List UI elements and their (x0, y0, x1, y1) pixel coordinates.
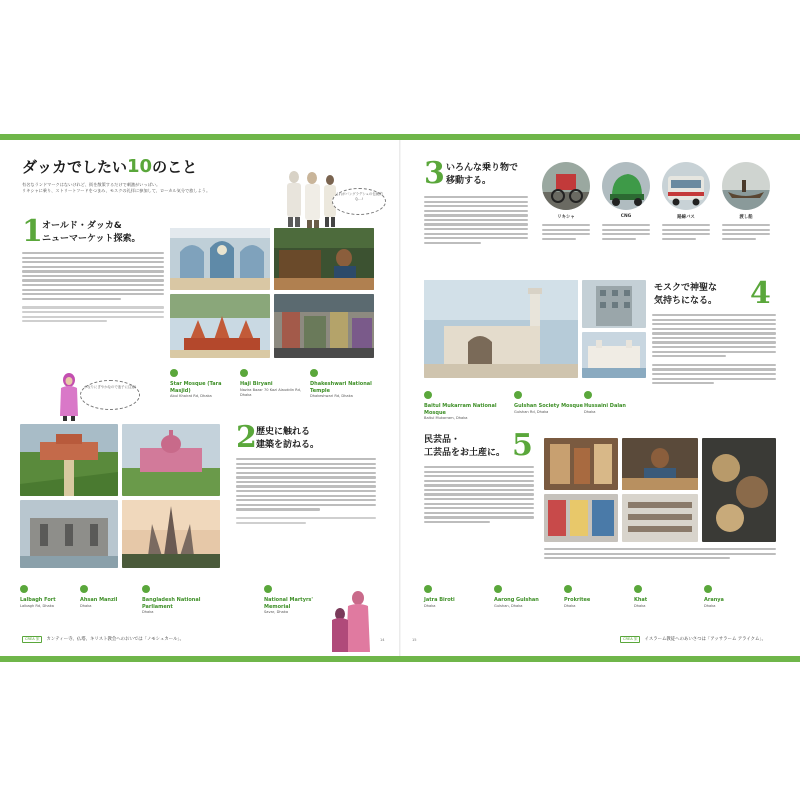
spot-name: Khat (634, 597, 648, 603)
spot-ahsan (80, 578, 138, 609)
section-5-number: 5 (512, 428, 533, 463)
spot-address: Dhaka (634, 603, 646, 608)
circle-rickshaw (542, 162, 590, 210)
title-pre: ダッカでしたい (22, 158, 128, 176)
lead-line-2: リキシャに乗り、ストリートフードをつまみ、モスクの礼拝に参加して、ローカル気分で旅しよう。 (22, 188, 211, 193)
spot-address: Gulshan Rd, Dhaka (514, 409, 549, 414)
craft-caption (544, 548, 776, 562)
spot-dhakeshwari (310, 362, 378, 399)
spot-hussaini (584, 384, 646, 415)
footer-text: イスラーム教徒へのあいさつは「アッサラーム アライクム」。 (644, 637, 766, 642)
speech-bubble-2: かなりにぎやかなので迷子に注意! (80, 380, 140, 410)
vehicle-label-ferry: 渡し船 (739, 215, 753, 220)
spot-address: Dhakeshwari Rd, Dhaka (310, 394, 353, 398)
section-4-title (654, 282, 717, 308)
section-5-body (424, 466, 534, 526)
spot-jatra (424, 578, 490, 609)
section-1-title-2: ニューマーケット探索。 (42, 234, 141, 244)
lead-text (22, 182, 282, 194)
spot-parliament (142, 578, 222, 615)
girl-illustration (58, 372, 80, 422)
vehicle-label-cng: CNG (620, 214, 632, 219)
map-pin-icon (424, 585, 432, 593)
photo-dhakeshwari-temple (170, 294, 270, 358)
spot-address: Dhaka (424, 603, 436, 608)
spot-name: Lalbagh Fort (20, 597, 56, 603)
map-pin-icon (704, 585, 712, 593)
map-pin-icon (424, 391, 432, 399)
section-1-body (22, 252, 164, 325)
photo-craft-3 (702, 438, 776, 542)
left-page-number: 14 (380, 638, 385, 642)
spot-martyrs (264, 578, 326, 615)
lead-line-1: 有名なランドマークはないけれど、街を散策するだけで刺激がいっぱい。 (22, 182, 161, 187)
spot-star-mosque (170, 362, 238, 399)
spot-name: Aranya (704, 597, 724, 603)
spot-address: Nazira Bazar 70 Kazi Alauddin Rd, Dhaka (240, 387, 302, 397)
footer-tag: CREA 旅 (620, 636, 640, 643)
photo-star-mosque-interior (170, 228, 270, 290)
section-3-title-1: いろんな乗り物で (446, 163, 519, 173)
spot-address: Baitul Mukarram, Dhaka (424, 416, 468, 420)
spot-khat (634, 578, 700, 609)
section-2-title (256, 426, 319, 452)
bottom-green-band (0, 656, 800, 662)
section-2-title-2: 建築を訪ねる。 (256, 440, 320, 450)
right-footer (620, 636, 766, 643)
left-title (22, 156, 197, 177)
title-post: のこと (152, 158, 198, 176)
photo-craft-1 (544, 438, 618, 490)
page-fold (399, 140, 401, 656)
section-5-title-2: 工芸品をお土産に。 (424, 448, 506, 458)
photo-ahsan-manzil (122, 424, 220, 496)
section-5-title (424, 434, 505, 460)
title-num: 10 (127, 156, 153, 177)
photo-craft-2 (622, 438, 698, 490)
photo-hussaini-dalan (582, 332, 646, 378)
map-pin-icon (514, 391, 522, 399)
spot-name: Ahsan Manzil (80, 597, 118, 603)
map-pin-icon (240, 369, 248, 377)
spot-aarong (494, 578, 560, 609)
spot-address: Abul Khairat Rd, Dhaka (170, 394, 212, 398)
photo-martyrs-memorial (122, 500, 220, 568)
spot-lalbagh (20, 578, 78, 609)
section-2-body (236, 458, 376, 526)
map-pin-icon (584, 391, 592, 399)
right-page-number: 15 (412, 638, 417, 642)
spot-name: Prokritee (564, 597, 591, 603)
speech-bubble-1: これがバングラデシュの伝統的な…! (332, 188, 386, 215)
circle-ferry (722, 162, 770, 210)
map-pin-icon (170, 369, 178, 377)
vehicle-label-bus: 路線バス (677, 215, 695, 220)
photo-craft-4 (544, 494, 618, 542)
section-3-title-2: 移動する。 (446, 176, 492, 186)
spot-name: Star Mosque (Tara Masjid) (170, 381, 222, 394)
map-pin-icon (80, 585, 88, 593)
section-5-title-1: 民芸品・ (424, 435, 461, 445)
footer-text: カンティー寺、仏塔、キリスト教会へのおいでは「ノモシュカール」。 (46, 637, 184, 642)
left-footer (22, 636, 184, 643)
spot-name: Aarong Gulshan (494, 597, 539, 603)
spot-address: Dhaka (584, 409, 596, 414)
photo-craft-5 (622, 494, 698, 542)
map-pin-icon (310, 369, 318, 377)
spot-address: Dhaka (80, 603, 92, 608)
spot-address: Savar, Dhaka (264, 610, 289, 614)
spot-address: Dhaka (564, 603, 576, 608)
spot-address: Lalbagh Rd, Dhaka (20, 603, 54, 608)
map-pin-icon (494, 585, 502, 593)
spot-name: Baitul Mukarram National Mosque (424, 403, 497, 416)
photo-parliament (20, 500, 118, 568)
spot-prokritee (564, 578, 630, 609)
section-1-number: 1 (22, 214, 43, 249)
section-3-title (446, 162, 518, 188)
section-4-body (652, 314, 776, 387)
spot-name: Haji Biryani (240, 381, 273, 387)
section-1-title (42, 220, 141, 246)
map-pin-icon (634, 585, 642, 593)
photo-gulshan-mosque (582, 280, 646, 328)
spot-name: Gulshan Society Mosque (514, 403, 583, 409)
section-4-title-2: 気持ちになる。 (654, 296, 718, 306)
vehicle-captions (542, 224, 774, 242)
spot-name: Jatra Biroti (424, 597, 455, 603)
spot-address: Dhaka (142, 610, 154, 614)
spot-address: Dhaka (704, 603, 716, 608)
footer-tag: CREA 旅 (22, 636, 42, 643)
spot-aranya (704, 578, 770, 609)
spot-name: National Martyrs' Memorial (264, 597, 313, 610)
section-1-title-1: オールド・ダッカ& (42, 221, 122, 231)
circle-bus (662, 162, 710, 210)
photo-baitul-mukarram (424, 280, 578, 378)
photo-street-market (274, 294, 374, 358)
section-3-number: 3 (424, 156, 445, 191)
spot-name: Bangladesh National Parliament (142, 597, 201, 610)
map-pin-icon (142, 585, 150, 593)
map-pin-icon (20, 585, 28, 593)
spot-baitul (424, 384, 508, 421)
section-4-title-1: モスクで神聖な (654, 283, 718, 293)
section-4-number: 4 (750, 276, 771, 311)
spot-address: Gulshan, Dhaka (494, 603, 523, 608)
photo-lalbagh-fort (20, 424, 118, 496)
spot-gulshan-society (514, 384, 584, 415)
map-pin-icon (264, 585, 272, 593)
vehicle-label-rickshaw: リキシャ (557, 215, 575, 220)
women-photo (326, 588, 374, 654)
spot-haji-biryani (240, 362, 308, 398)
section-3-body (424, 196, 528, 246)
map-pin-icon (564, 585, 572, 593)
spot-name: Dhakeshwari National Temple (310, 381, 372, 394)
section-2-title-1: 歴史に触れる (256, 427, 311, 437)
circle-cng (602, 162, 650, 210)
spot-name: Hussaini Dalan (584, 403, 626, 409)
section-2-number: 2 (236, 420, 257, 455)
photo-biryani-shop (274, 228, 374, 290)
